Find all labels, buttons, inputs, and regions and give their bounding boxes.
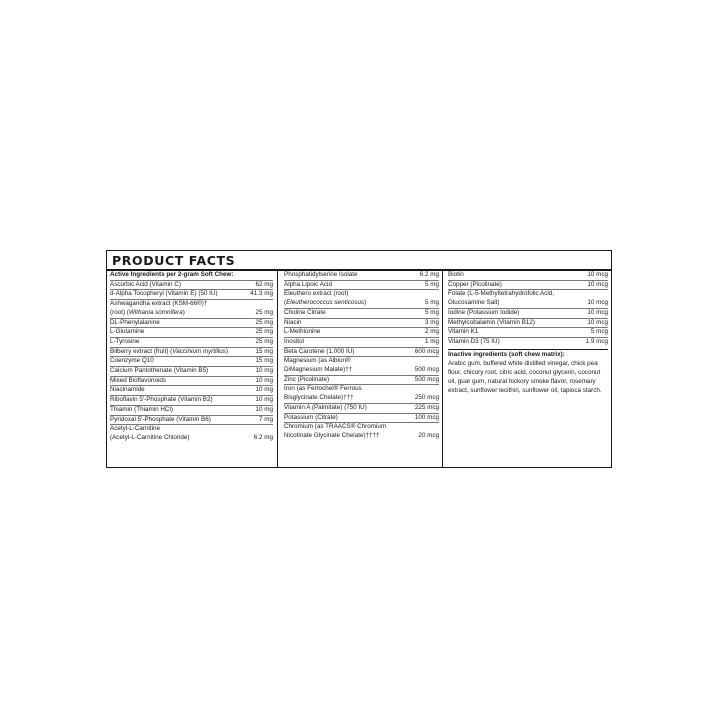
ingredient-row xyxy=(110,289,273,299)
ingredient-name-text: Potassium (Citrate) xyxy=(284,413,338,421)
ingredient-name-text: Vitamin A (Palmitate) (750 IU) xyxy=(284,403,367,411)
ingredient-name-text: Folate (L-5-Methyltetrahydrofolic Acid, Glucosamine Salt) xyxy=(448,290,555,307)
ingredient-row xyxy=(284,271,439,280)
ingredient-name-suffix: ) xyxy=(182,308,185,316)
ingredient-name xyxy=(110,319,252,328)
ingredient-row xyxy=(110,424,273,442)
ingredient-name xyxy=(110,300,252,317)
ingredient-name xyxy=(284,328,422,337)
ingredient-name-text: Vitamin K1 xyxy=(448,328,479,336)
ingredient-row xyxy=(110,385,273,395)
ingredient-amount: 10 mg xyxy=(255,367,273,375)
botanical-name: Eleutherococcus senticosus xyxy=(286,299,365,307)
ingredient-name xyxy=(110,377,252,386)
ingredient-row xyxy=(110,327,273,337)
ingredient-row xyxy=(448,289,608,307)
ingredient-amount: 10 mcg xyxy=(587,280,608,288)
ingredient-amount: 500 mcg xyxy=(414,375,439,383)
ingredient-amount: 3 mg xyxy=(425,318,439,326)
ingredient-name xyxy=(110,396,252,405)
ingredient-name-text: Methylcobalamin (Vitamin B12) xyxy=(448,318,536,326)
ingredients-column-2 xyxy=(279,270,442,467)
ingredients-column-1 xyxy=(107,270,277,467)
ingredient-row xyxy=(110,395,273,405)
ingredient-amount: 10 mcg xyxy=(587,299,608,307)
ingredient-name xyxy=(284,338,422,347)
panel-title: PRODUCT FACTS xyxy=(112,253,236,268)
ingredient-name-text: Biotin xyxy=(448,271,464,278)
ingredient-name-text: Vitamin D3 (75 IU) xyxy=(448,337,500,345)
ingredient-amount: 15 mg xyxy=(255,357,273,365)
ingredient-amount: 25 mg xyxy=(255,318,273,326)
ingredient-amount: 1 mg xyxy=(425,337,439,345)
ingredient-row xyxy=(448,308,608,318)
ingredient-amount: 10 mg xyxy=(255,386,273,394)
ingredient-row xyxy=(284,318,439,328)
ingredient-row xyxy=(110,299,273,317)
ingredient-amount: 500 mcg xyxy=(414,366,439,374)
ingredient-name-text: Beta Carotene (1,000 IU) xyxy=(284,347,355,355)
ingredient-row xyxy=(284,289,439,307)
ingredient-row xyxy=(110,318,273,328)
ingredient-amount: 5 mg xyxy=(425,280,439,288)
ingredient-row xyxy=(284,327,439,337)
ingredient-amount: 5 mg xyxy=(425,299,439,307)
ingredient-row xyxy=(110,415,273,425)
ingredient-row xyxy=(110,366,273,376)
ingredient-row xyxy=(284,375,439,385)
ingredient-name xyxy=(110,328,252,337)
ingredient-row xyxy=(284,347,439,357)
ingredient-row xyxy=(448,337,608,347)
ingredient-amount: 2 mg xyxy=(425,328,439,336)
botanical-name: Withania somnifera xyxy=(128,308,183,316)
ingredient-amount: 10 mcg xyxy=(587,318,608,326)
product-facts-panel xyxy=(106,250,612,468)
ingredient-name xyxy=(284,319,422,328)
ingredient-amount: 25 mg xyxy=(255,308,273,316)
ingredient-name-text: Phosphatidylserine Isolate xyxy=(284,271,358,278)
ingredient-name-text: Magnesium (as Albion® DiMagnesium Malate)†† xyxy=(284,357,353,374)
ingredient-amount: 6.2 mg xyxy=(419,271,439,278)
ingredient-name-text: Pyridoxal 5'-Phosphate (Vitamin B6) xyxy=(110,415,211,423)
ingredient-amount: 1.9 mcg xyxy=(585,337,608,345)
ingredient-row xyxy=(284,337,439,347)
ingredient-name-suffix: ) xyxy=(364,299,367,307)
ingredient-amount: 6.2 mg xyxy=(253,433,273,441)
ingredient-name-text: Riboflavin 5'-Phosphate (Vitamin B2) xyxy=(110,396,213,404)
ingredient-name xyxy=(284,414,412,423)
ingredient-name xyxy=(284,290,422,307)
ingredient-amount: 10 mcg xyxy=(587,308,608,316)
ingredient-name-text: L-Tyrosine xyxy=(110,337,140,345)
ingredient-name-text: Eleuthero extract (root) ( xyxy=(284,290,349,307)
ingredient-amount: 62 mg xyxy=(255,280,273,288)
ingredients-column-3 xyxy=(443,270,611,467)
ingredient-row xyxy=(284,413,439,423)
botanical-name: Vaccinium myrtillus xyxy=(172,347,226,355)
ingredient-row xyxy=(284,280,439,290)
inactive-ingredients-text: Arabic gum, buffered white distilled vinegar, chick pea flour, chicory root, citric acid, coconut glycerin, coconut oil, guar gum, natural hickory smoke flavor, rosemary extract, sunflower lecithin, sunflower oil, tapioca starch. xyxy=(448,360,602,395)
ingredient-name xyxy=(284,357,412,374)
ingredient-name-text: Acetyl-L-Carnitine (Acetyl-L-Carnitine Chloride) xyxy=(110,425,190,441)
ingredient-name-text: Inositol xyxy=(284,337,304,345)
ingredient-name xyxy=(110,338,252,347)
ingredient-name-text: Iodine (Potassium Iodide) xyxy=(448,308,520,316)
ingredient-name-text: Niacin xyxy=(284,318,302,326)
ingredient-row xyxy=(284,384,439,402)
ingredient-name-text: L-Methionine xyxy=(284,328,321,336)
ingredient-amount: 10 mg xyxy=(255,396,273,404)
ingredient-amount: 5 mcg xyxy=(590,328,608,336)
ingredient-row xyxy=(448,327,608,337)
ingredient-row xyxy=(284,403,439,413)
ingredient-amount: 15 mg xyxy=(255,347,273,355)
ingredient-name-text: Chromium (as TRAACS® Chromium Nicotinate Glycinate Chelate)†††† xyxy=(284,423,387,439)
ingredient-name xyxy=(448,338,583,347)
ingredient-name-text: Zinc (Picolinate) xyxy=(284,375,330,383)
ingredient-amount: 225 mcg xyxy=(414,403,439,411)
ingredient-row xyxy=(448,271,608,280)
ingredient-name-text: Niacinamide xyxy=(110,386,145,394)
ingredient-row xyxy=(284,308,439,318)
inactive-ingredients xyxy=(448,349,608,396)
ingredient-name xyxy=(110,281,252,290)
ingredient-name-text: Bilberry extract (fruit) ( xyxy=(110,347,173,355)
ingredient-name xyxy=(110,416,256,425)
ingredient-name xyxy=(448,290,584,307)
ingredient-amount: 10 mg xyxy=(255,405,273,413)
ingredient-name-text: DL-Phenylalanine xyxy=(110,318,160,326)
ingredient-name xyxy=(284,404,412,413)
ingredient-name-text: Coenzyme Q10 xyxy=(110,357,154,365)
ingredient-amount: 250 mcg xyxy=(414,394,439,402)
ingredient-name-suffix: ) xyxy=(225,347,229,355)
ingredient-amount: 25 mg xyxy=(255,337,273,345)
ingredient-amount: 41.3 mg xyxy=(250,290,273,298)
ingredient-name xyxy=(448,309,584,318)
ingredient-name-text: Mixed Bioflavonoids xyxy=(110,376,167,384)
ingredient-name xyxy=(284,281,422,290)
ingredient-row xyxy=(110,356,273,366)
ingredient-row xyxy=(448,318,608,328)
ingredient-row xyxy=(110,405,273,415)
ingredient-amount: 7 mg xyxy=(259,415,273,423)
ingredient-name-text: L-Glutamine xyxy=(110,328,145,336)
ingredient-name xyxy=(284,309,422,318)
ingredient-name xyxy=(110,357,252,366)
ingredient-amount: 5 mg xyxy=(425,308,439,316)
ingredient-name-text: Thiamin (Thiamin HCl) xyxy=(110,405,173,413)
ingredient-name xyxy=(284,423,415,440)
ingredient-name xyxy=(110,290,247,299)
ingredient-name-text: Alpha Lipoic Acid xyxy=(284,280,332,288)
ingredient-amount: 25 mg xyxy=(255,328,273,336)
ingredient-name xyxy=(284,376,412,385)
ingredient-row xyxy=(110,347,273,357)
ingredient-name-text: Copper (Picolinate) xyxy=(448,280,502,288)
ingredient-name-text: Calcium Pantothenate (Vitamin B5) xyxy=(110,367,209,375)
ingredient-name xyxy=(110,425,251,442)
ingredient-name-text: d-Alpha Tocopheryl (Vitamin E) (50 IU) xyxy=(110,290,218,298)
ingredient-name-text: Ashwagandha extract (KSM-66®)† (root) ( xyxy=(110,300,208,316)
ingredient-row xyxy=(448,280,608,290)
ingredient-row xyxy=(110,376,273,386)
ingredient-name-text: Ascorbic Acid (Vitamin C) xyxy=(110,280,181,288)
ingredient-amount: 20 mcg xyxy=(418,431,439,439)
ingredient-name xyxy=(284,385,412,402)
ingredient-name xyxy=(110,367,252,376)
serving-header: Active Ingredients per 2-gram Soft Chew: xyxy=(110,271,234,278)
ingredient-name-text: Choline Citrate xyxy=(284,308,326,316)
ingredient-row xyxy=(110,337,273,347)
ingredient-row xyxy=(284,356,439,374)
ingredient-amount: 10 mg xyxy=(255,376,273,384)
ingredient-name xyxy=(284,271,417,280)
ingredient-name xyxy=(110,386,252,395)
ingredient-amount: 10 mcg xyxy=(587,271,608,278)
ingredient-name-text: Iron (as Ferrochel® Ferrous Bisglycinate Chelate)††† xyxy=(284,385,362,402)
inactive-ingredients-header: Inactive ingredients (soft chew matrix): xyxy=(448,350,565,358)
ingredient-name xyxy=(284,348,412,357)
ingredient-name xyxy=(448,281,584,290)
ingredient-name xyxy=(110,348,252,357)
ingredient-name xyxy=(448,271,584,280)
ingredient-name xyxy=(110,406,252,415)
column-divider xyxy=(277,270,278,467)
ingredient-row xyxy=(284,422,439,440)
ingredient-amount: 600 mcg xyxy=(414,347,439,355)
ingredient-amount: 100 mcg xyxy=(414,413,439,421)
ingredient-name xyxy=(448,319,584,328)
ingredient-row xyxy=(110,280,273,290)
ingredient-name xyxy=(448,328,588,337)
